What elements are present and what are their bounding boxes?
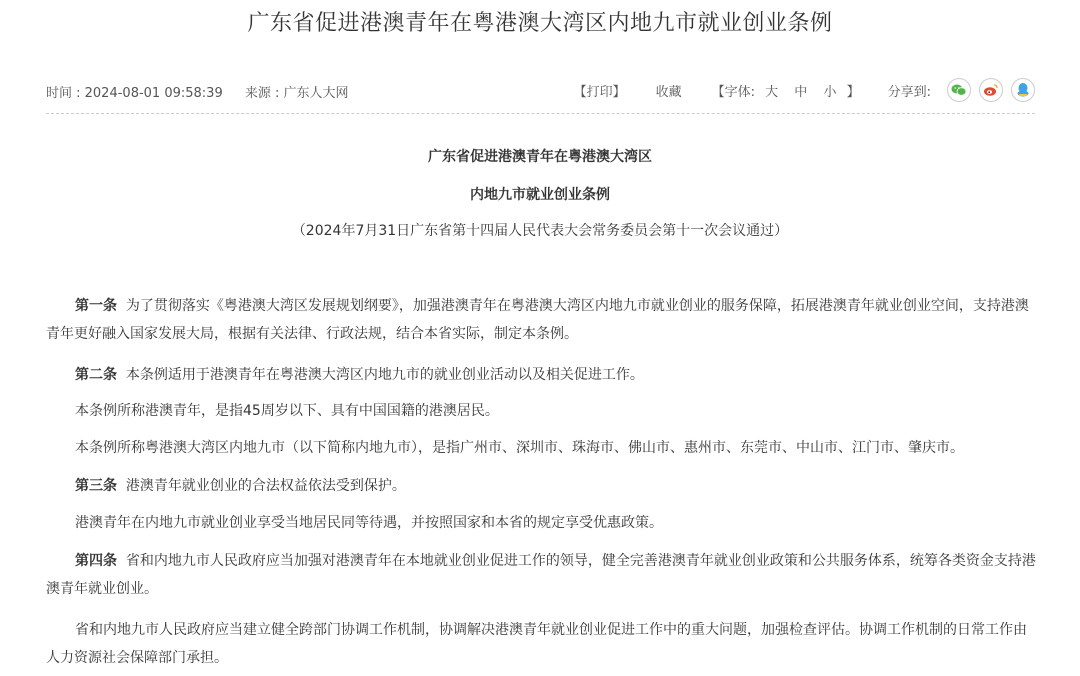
- article-3-text: 港澳青年就业创业的合法权益依法受到保护。: [125, 478, 406, 494]
- adoption-note: （2024年7月31日广东省第十四届人民代表大会常务委员会第十一次会议通过）: [291, 223, 789, 239]
- qq-icon[interactable]: [1011, 78, 1035, 102]
- article-meta-bar: [46, 78, 1035, 104]
- article-1-text: 为了贯彻落实《粤港澳大湾区发展规划纲要》，加强港澳青年在粤港澳大湾区内地九市就业创业的服务保障，拓展港澳青年就业创业空间，支持港澳青年更好融入国家发展大局，根据有关法律、行政法规，结合本省实际，制定本条例。: [46, 298, 1029, 342]
- article-4: [46, 547, 1036, 603]
- wechat-icon[interactable]: [947, 78, 971, 102]
- print-link[interactable]: 【打印】: [573, 84, 626, 100]
- font-size-small[interactable]: 小: [823, 84, 837, 100]
- article-2-title: 第二条: [75, 367, 117, 383]
- share-label: 分享到:: [887, 84, 931, 100]
- article-3: [46, 472, 1036, 500]
- article-1-title: 第一条: [75, 298, 117, 314]
- article-2: [46, 361, 1036, 389]
- page-title: 广东省促进港澳青年在粤港澳大湾区内地九市就业创业条例: [247, 11, 833, 36]
- weibo-icon[interactable]: [979, 78, 1003, 102]
- article-2-paragraph-3: 本条例所称粤港澳大湾区内地九市（以下简称内地九市），是指广州市、深圳市、珠海市、佛山市、惠州市、东莞市、中山市、江门市、肇庆市。: [75, 440, 964, 456]
- article-2-paragraph-2: 本条例所称港澳青年，是指45周岁以下、具有中国国籍的港澳居民。: [75, 403, 499, 419]
- font-size-selector: [712, 81, 860, 100]
- article-1: [46, 292, 1036, 348]
- article-4-title: 第四条: [75, 553, 117, 569]
- favorite-link[interactable]: 收藏: [655, 84, 682, 100]
- font-size-suffix: 】: [846, 84, 860, 100]
- article-4-text: 省和内地九市人民政府应当加强对港澳青年在本地就业创业促进工作的领导，健全完善港澳青年就业创业政策和公共服务体系，统筹各类资金支持港澳青年就业创业。: [46, 553, 1036, 597]
- document-heading-line1: 广东省促进港澳青年在粤港澳大湾区: [428, 149, 652, 165]
- publish-time: 时间 : 2024-08-01 09:58:39: [46, 86, 223, 101]
- article-4-paragraph-2: 省和内地九市人民政府应当建立健全跨部门协调工作机制，协调解决港澳青年就业创业促进工作中的重大问题，加强检查评估。协调工作机制的日常工作由人力资源社会保障部门承担。: [46, 622, 1027, 666]
- font-size-prefix: 【字体:: [711, 84, 755, 100]
- font-size-large[interactable]: 大: [765, 84, 779, 100]
- source: 来源 : 广东人大网: [244, 86, 349, 101]
- document-heading-line2: 内地九市就业创业条例: [470, 187, 610, 203]
- divider: [46, 113, 1035, 114]
- article-3-paragraph-2: 港澳青年在内地九市就业创业享受当地居民同等待遇，并按照国家和本省的规定享受优惠政策。: [75, 515, 663, 531]
- article-2-text: 本条例适用于港澳青年在粤港澳大湾区内地九市的就业创业活动以及相关促进工作。: [125, 367, 644, 383]
- article-tools: [544, 78, 1035, 102]
- meta-info: [46, 82, 367, 101]
- font-size-medium[interactable]: 中: [794, 84, 808, 100]
- article-3-title: 第三条: [75, 478, 117, 494]
